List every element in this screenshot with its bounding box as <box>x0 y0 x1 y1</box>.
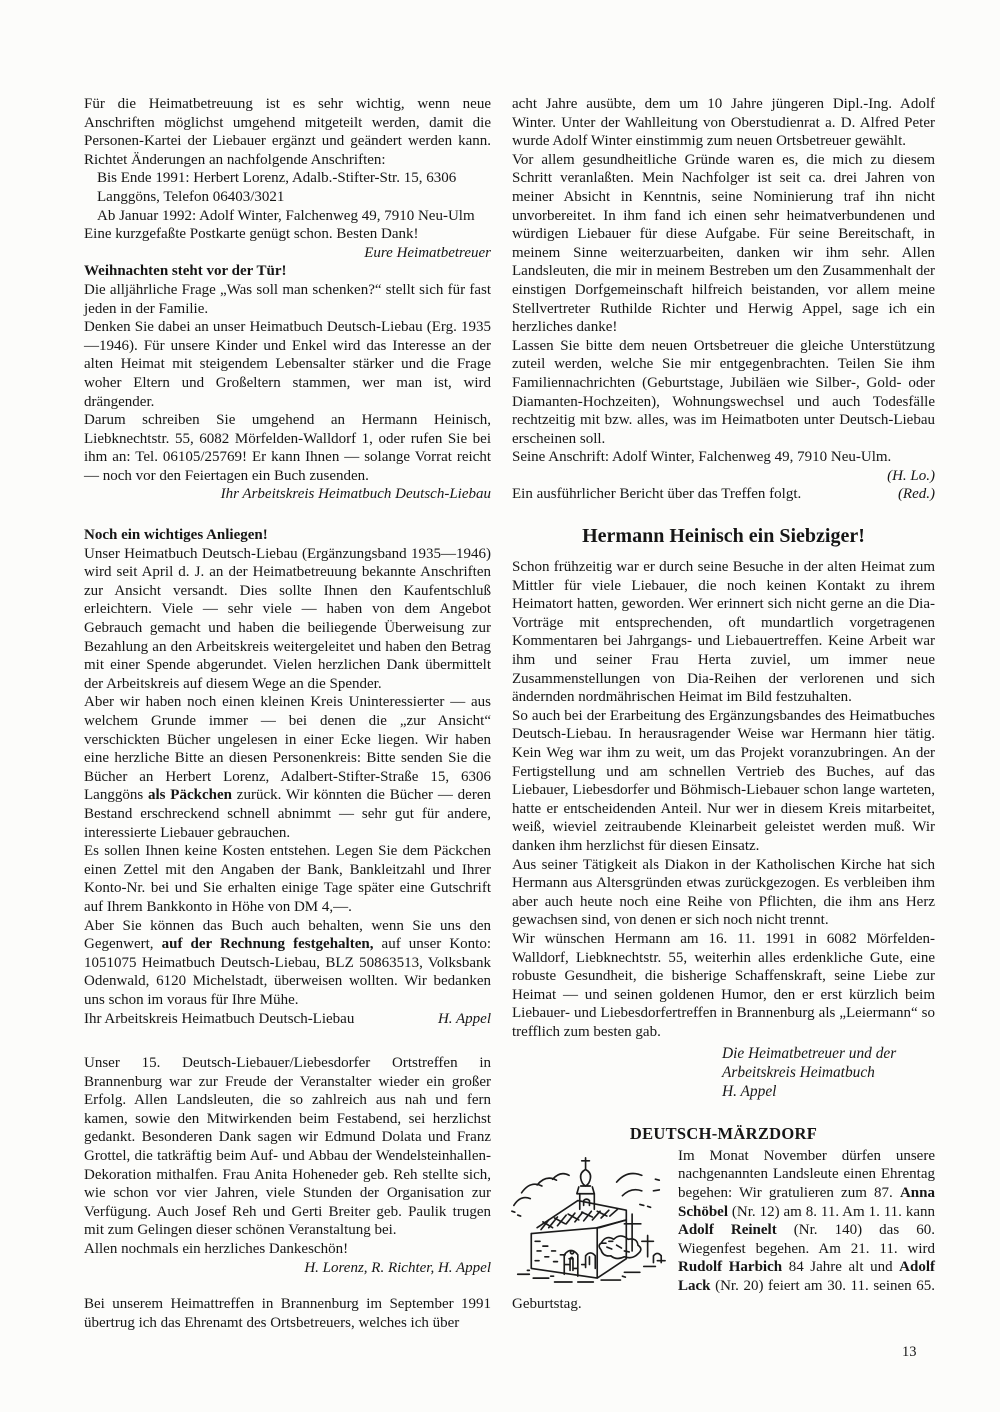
left-column <box>84 95 491 1332</box>
paragraph-kosten: Es sollen Ihnen keine Kosten entstehen. Legen Sie dem Päckchen einen Zettel mit den Angaben der Bank, Bankleitzahl und Ihrer Konto-Nr. bei und Sie erhalten einige Tage später eine Gutschrift auf Ihrem Bankkonto in Höhe von DM 4,—. <box>84 843 491 915</box>
heading-heinisch-siebziger: Hermann Heinisch ein Siebziger! <box>582 525 865 548</box>
paragraph-ergaenzungsband: So auch bei der Erarbeitung des Ergänzungsbandes des Heimatbuches Deutsch-Liebau. In herausragender Weise war Hermann hier tätig. Kein Weg war ihm zu weit, um das Projekt voranzubringen. An der Fertigstellung und am schnellen Vertrieb des Buches, auf das Liebauer, Liebesdorfer und Böhmisch-Liebauer schon lange warteten, hatte er entscheidenden Anteil. Nur wer in diesem Kreis mitarbeitet, weiß, wieviel zeitraubende Kleinarbeit geleistet werden muß. Wir danken ihm herzlichst für diesen Einsatz. <box>512 707 935 854</box>
paragraph-heimattreffen: Bei unserem Heimattreffen in Brannenburg im September 1991 übertrug ich das Ehrenamt des Ortsbetreuers, welches ich über <box>84 1296 491 1331</box>
signature-line-3: H. Appel <box>722 1083 777 1101</box>
text-segment-bold: als Päckchen <box>147 787 232 804</box>
signature-arbeitskreis: Ihr Arbeitskreis Heimatbuch Deutsch-Liebau <box>220 486 491 503</box>
paragraph-ruecksendung <box>84 693 491 842</box>
signature-red: (Red.) <box>897 486 935 503</box>
text-segment: (Nr. 20) feiert am 30. 11. seinen 65. Geburtstag. <box>512 1277 935 1313</box>
paragraph-winter-wahl: acht Jahre ausübte, dem um 10 Jahre jüngeren Dipl.-Ing. Adolf Winter. Unter der Wahlleitung von Oberstudienrat a. D. Alfred Peter wurde Adolf Winter einstimmig zum neuen Ortsbetreuer gewählt. <box>512 96 935 150</box>
paragraph-heimatbetreuung: Für die Heimatbetreuung ist es sehr wichtig, wenn neue Anschriften möglichst umgehend mitgeteilt werden, damit die Personen-Kartei der Liebauer ergänzt und geändert werden kann. Richtet Änderungen an nachfolgende Anschriften: <box>84 96 491 168</box>
text-segment: Im Monat November dürfen unsere nachgenannten Landsleute einen Ehrentag begehen: Wir gratulieren zum 87. <box>678 1147 935 1201</box>
signature-heimatbetreuer: Eure Heimatbetreuer <box>364 244 491 261</box>
paragraph-konto <box>84 917 491 1010</box>
text-segment: auf unser Konto: 1051075 Heimatbuch Deutsch-Liebau, BLZ 50863513, Volksbank Odenwald, 6120 Michelstadt, überweisen wollten. Wir bedanken uns schon im voraus für Ihre Mühe. <box>84 936 492 1008</box>
heading-weihnachten: Weihnachten steht vor der Tür! <box>84 263 287 280</box>
signature-appel: H. Appel <box>437 1010 491 1027</box>
signature-line-1: Die Heimatbetreuer und der <box>722 1044 897 1062</box>
signature-row <box>84 1010 491 1029</box>
text-segment: (Nr. 140) das 60. Wiegenfest begehen. Am 21. 11. wird <box>678 1222 935 1257</box>
paragraph-postkarte: Eine kurzgefaßte Postkarte genügt schon. Besten Dank! <box>84 226 419 243</box>
paragraph-besuche: Schon frühzeitig war er durch seine Besuche in der alten Heimat zum Mittler für viele Liebauer, die noch keinen Kontakt zu ihrem Heimatort hatten, geworden. Wer erinnert sich nicht gerne an die Dia-Vorträge mit entsprechenden, oft mundartlich vorgetragenen Kommentaren bei Jahrgangs- und Liebauertreffen. Keine Arbeit war ihm und seiner Frau Herta zuviel, um immer neue Zusammenstellungen von Dia-Reihen der verlorenen und sich ändernden nordmährischen Heimat im Bild festzuhalten. <box>512 559 935 706</box>
paragraph-dankeschoen: Allen nochmals ein herzliches Dankeschön! <box>84 1241 349 1258</box>
signature-hlo: (H. Lo.) <box>887 467 935 484</box>
text-segment: Aber wir haben noch einen kleinen Kreis Uninteressierter — aus welchem Grunde immer — bei denen die „zur Ansicht“ verschickten Bücher ungelesen in einer Ecke liegen. Wir haben eine herzliche Bitte an diesen Personenkreis: Bitte senden Sie die Bücher an Herbert Lorenz, Adalbert-Stifter-Straße 15, 6306 Langgöns <box>84 694 491 804</box>
text-name-harbich: Rudolf Harbich <box>678 1259 783 1276</box>
signature-block <box>722 1044 935 1102</box>
paragraph-heimatbuch: Denken Sie dabei an unser Heimatbuch Deutsch-Liebau (Erg. 1935—1946). Für unsere Kinder und Enkel wird das Interesse an der alten Heimat mit steigendem Lebensalter stärker und die Frage woher Eltern und Großeltern stammen, wer man ist, wird drängender. <box>84 319 491 410</box>
signature-arbeitskreis-2: Ihr Arbeitskreis Heimatbuch Deutsch-Liebau <box>84 1010 355 1027</box>
text-name-lack: Adolf Lack <box>678 1259 936 1294</box>
heading-deutsch-maerzdorf: DEUTSCH-MÄRZDORF <box>629 1123 818 1143</box>
text-segment-bold: auf der Rechnung festgehalten, <box>161 936 374 953</box>
paragraph-unterstuetzung: Lassen Sie bitte dem neuen Ortsbetreuer die gleiche Unterstützung zuteil werden, welche Sie mir entgegenbrachten. Teilen Sie ihm Familiennachrichten (Geburtstage, Jubiläen wie Silber-, Gold- oder Diamanten-Hochzeiten), Wohnungswechsel und auch Todesfälle rechtzeitig mit bzw. alles, was im Heimatboten unter Deutsch-Liebau erscheinen soll. <box>512 337 935 447</box>
signature-lorenz-richter-appel: H. Lorenz, R. Richter, H. Appel <box>304 1259 491 1276</box>
text-bericht: Ein ausführlicher Bericht über das Treffen folgt. <box>512 486 802 503</box>
paragraph-anschrift: Seine Anschrift: Adolf Winter, Falchenweg 49, 7910 Neu-Ulm. <box>512 449 892 466</box>
text-name-reinelt: Adolf Reinelt <box>678 1222 777 1239</box>
church-illustration <box>508 1150 668 1286</box>
address-lorenz: Bis Ende 1991: Herbert Lorenz, Adalb.-Stifter-Str. 15, 6306 Langgöns, Telefon 06403/3021 <box>97 170 457 205</box>
signature-line-2: Arbeitskreis Heimatbuch <box>722 1063 875 1081</box>
text-segment: Aber Sie können das Buch auch behalten, wenn Sie uns den Gegenwert, <box>84 917 491 953</box>
paragraph-heinisch-bestellung: Darum schreiben Sie umgehend an Hermann Heinisch, Liebknechtstr. 55, 6082 Mörfelden-Walldorf 1, oder rufen Sie bei ihm an: Tel. 06105/25769! Er kann Ihnen — solange Vorrat reicht — noch vor den Feiertagen ein Buch zusenden. <box>84 412 491 484</box>
paragraph-diakon: Aus seiner Tätigkeit als Diakon in der Katholischen Kirche hat sich Hermann aus Altersgründen etwas zurückgezogen. Es verbleiben ihm aber auch heute noch eine Reihe von Pflichten, die ihm ans Herz gewachsen sind, von denen er sich noch nicht trennt. <box>512 856 935 929</box>
bericht-row <box>512 485 935 504</box>
paragraph-glueckwunsch: Wir wünschen Hermann am 16. 11. 1991 in 6082 Mörfelden-Walldorf, Liebknechtstr. 55, weiterhin alles erdenkliche Gute, eine robuste Gesundheit, die bisherige Schaffenskraft, seine Liebe zur Heimat — und seinen goldenen Humor, den er erst kürzlich beim Liebauer- und Liebesdorfertreffen in Brannenburg als „Leiermann“ so trefflich zum besten gab. <box>512 930 935 1040</box>
paragraph-schenken: Die alljährliche Frage „Was soll man schenken?“ stellt sich für fast jeden in der Familie. <box>84 281 491 317</box>
text-name-schoebel: Anna Schöbel <box>678 1184 935 1220</box>
paragraph-gruende: Vor allem gesundheitliche Gründe waren es, die mich zu diesem Schritt veranlaßten. Mein Nachfolger ist seit ca. drei Jahren von meiner Absicht in Kenntnis, seine Nominierung traf ihn nicht unvorbereitet. In ihm fand ich einen sehr heimatverbundenen und würdigen Liebauer für diese Aufgabe. Für seine Bereitschaft, in meinem Sinne weiterzuarbeiten, danken wir ihm sehr. Allen Landsleuten, die mir in meinem Bestreben um den Zusammenhalt der einstigen Dorfgemeinschaft hilfreich beistanden, vor allem meine Stellvertreter Ruthilde Richter und Herwig Appel, sage ich ein herzliches danke! <box>512 151 935 336</box>
page-number: 13 <box>902 1344 917 1360</box>
text-segment: 84 Jahre alt und <box>782 1259 900 1276</box>
right-column <box>512 95 935 1314</box>
text-segment: zurück. Wir könnten die Bücher — deren Bestand erschreckend schnell abnimmt — sehr gut für andere, interessierte Liebauer gebrauchen. <box>84 787 491 841</box>
text-segment: (Nr. 12) am 8. 11. Am 1. 11. kann <box>728 1203 935 1220</box>
address-winter: Ab Januar 1992: Adolf Winter, Falchenweg 49, 7910 Neu-Ulm <box>97 207 475 224</box>
paragraph-ortstreffen: Unser 15. Deutsch-Liebauer/Liebesdorfer Ortstreffen in Brannenburg war zur Freude der Veranstalter wieder ein großer Erfolg. Allen Landsleuten, die so zahlreich aus nah und fern kamen, sowie den Mitwirkenden beim Festabend, sei herzlichst gedankt. Besonderen Dank sagen wir Edmund Dolata und Franz Grottel, die tatkräftig beim Auf- und Abbau der Wendelsteinhallen-Dekoration mithalfen. Frau Anita Hoheneder geb. Reh stellte sich, wie schon vor vier Jahren, viele Stunden der Organisation zur Verfügung. Auch Josef Reh und Gerti Breiter geb. Paulik trugen mit zum Gelingen dieser schönen Veranstaltung bei. <box>84 1055 491 1239</box>
maerzdorf-section <box>512 1147 935 1314</box>
paragraph-ansicht-versand: Unser Heimatbuch Deutsch-Liebau (Ergänzungsband 1935—1946) wird seit April d. J. an der Heimatbetreuung bekannte Anschriften zur Ansicht versandt. Dies sollte Ihnen den Kaufentschluß erleichtern. Viele — sehr viele — haben von dem Angebot Gebrauch gemacht und haben die beiliegende Überweisung zur Bezahlung an den Arbeitskreis weitergeleitet und haben den Betrag mit einer Spende abgerundet. Vielen herzlichen Dank übermittelt der Arbeitskreis auf diesem Wege an die Spender. <box>84 545 491 692</box>
heading-anliegen: Noch ein wichtiges Anliegen! <box>84 527 268 544</box>
